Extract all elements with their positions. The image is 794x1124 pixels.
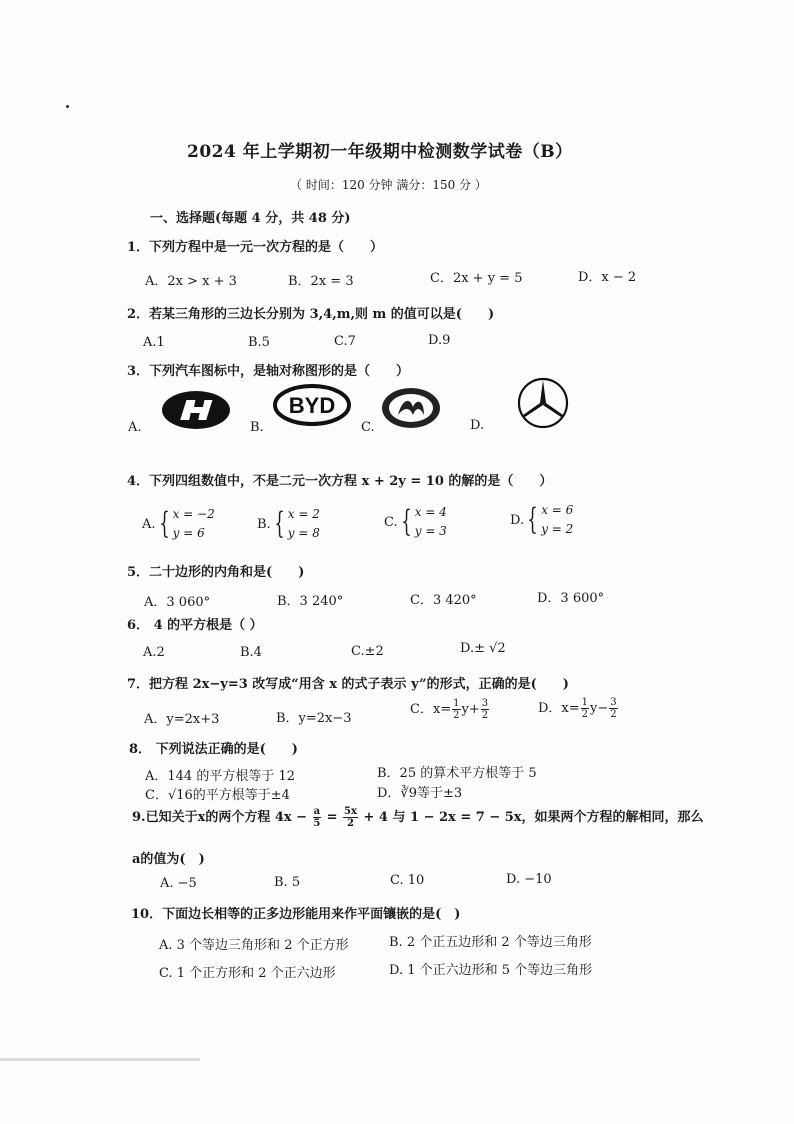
exam-time-info: （ 时间：120 分钟 满分：150 分 ） — [290, 178, 487, 192]
q2-option-b: B.5 — [248, 335, 270, 350]
page-title: 2024 年上学期初一年级期中检测数学试卷（B） — [187, 142, 573, 162]
q3-option-b-label: B. — [250, 420, 264, 435]
question-9-stem-line2: a的值为( ) — [132, 852, 205, 867]
q6-option-c: C.±2 — [351, 644, 384, 659]
q4d-row2: y = 2 — [541, 522, 574, 536]
question-7-stem: 7．把方程 2x−y=3 改写成“用含 x 的式子表示 y”的形式，正确的是( ) — [127, 677, 569, 692]
q9-option-c: C. 10 — [390, 873, 425, 888]
q5-option-d: D．3 600° — [537, 591, 605, 606]
scan-speck — [66, 105, 69, 108]
q5-option-b: B．3 240° — [277, 594, 344, 609]
dongfeng-logo-icon — [380, 385, 442, 435]
q4a-row1: x = −2 — [172, 507, 215, 521]
section-title: 一、选择题(每题 4 分，共 48 分) — [150, 211, 351, 226]
q4b-row1: x = 2 — [287, 507, 320, 521]
q7-option-b: B．y=2x−3 — [276, 711, 352, 726]
q8-option-d: D．∛9等于±3 — [377, 786, 463, 801]
q1-option-c: C．2x + y = 5 — [430, 271, 523, 286]
question-4-stem: 4．下列四组数值中，不是二元一次方程 x + 2y = 10 的解的是（ ） — [127, 474, 553, 489]
q3-option-c-label: C. — [361, 420, 375, 435]
q6-option-a: A.2 — [143, 645, 165, 660]
q9-option-b: B. 5 — [274, 875, 301, 890]
question-1-stem: 1．下列方程中是一元一次方程的是（ ） — [127, 240, 384, 255]
question-2-stem: 2．若某三角形的三边长分别为 3,4,m,则 m 的值可以是( ) — [127, 307, 495, 322]
q6-option-b: B.4 — [240, 645, 262, 660]
q1-option-a: A．2x > x + 3 — [145, 274, 237, 289]
byd-logo-text: BYD — [288, 393, 336, 418]
q4-option-d: D. { x = 6 y = 2 — [510, 502, 574, 537]
q2-option-d: D.9 — [428, 333, 451, 348]
question-8-stem: 8． 下列说法正确的是( ) — [129, 742, 298, 757]
q4c-row2: y = 3 — [414, 524, 447, 538]
q3-option-a-label: A. — [128, 420, 142, 435]
q7-option-d: D．x= $\frac{1}{2}$ y− $\frac{3}{2}$ — [538, 697, 617, 720]
q5-option-c: C．3 420° — [410, 593, 477, 608]
q10-option-a: A. 3 个等边三角形和 2 个正方形 — [159, 938, 349, 953]
q9-option-a: A. −5 — [160, 876, 197, 891]
q2-option-a: A.1 — [143, 335, 165, 350]
q4-option-b: B. { x = 2 y = 8 — [257, 506, 320, 541]
q7-option-a: A．y=2x+3 — [144, 712, 220, 727]
q6-option-d: D.± √2 — [460, 641, 506, 656]
question-5-stem: 5．二十边形的内角和是( ) — [127, 565, 305, 580]
q10-option-b: B. 2 个正五边形和 2 个等边三角形 — [389, 935, 592, 950]
q5-option-a: A．3 060° — [144, 595, 211, 610]
scan-edge-shadow — [0, 1058, 200, 1061]
q10-option-c: C. 1 个正方形和 2 个正六边形 — [159, 966, 336, 981]
q4d-row1: x = 6 — [541, 503, 574, 517]
q8-option-b: B．25 的算术平方根等于 5 — [377, 766, 537, 781]
q1-option-d: D．x − 2 — [578, 270, 637, 285]
mercedes-logo-icon — [515, 375, 571, 435]
q7-option-c: C．x= $\frac{1}{2}$ y+ $\frac{3}{2}$ — [410, 698, 489, 721]
question-6-stem: 6． 4 的平方根是（ ） — [127, 618, 263, 633]
q8-option-c: C．√16的平方根等于±4 — [145, 788, 290, 803]
q4-option-a: A. { x = −2 y = 6 — [142, 506, 215, 541]
hyundai-logo-icon — [160, 388, 232, 436]
q1-option-b: B．2x = 3 — [288, 274, 354, 289]
q8-option-a: A．144 的平方根等于 12 — [145, 769, 296, 784]
question-10-stem: 10．下面边长相等的正多边形能用来作平面镶嵌的是( ) — [131, 907, 461, 922]
q10-option-d: D. 1 个正六边形和 5 个等边三角形 — [389, 963, 593, 978]
q4c-row1: x = 4 — [414, 505, 447, 519]
q4-option-c: C. { x = 4 y = 3 — [384, 504, 447, 539]
q3-option-d-label: D. — [470, 418, 485, 433]
question-3-stem: 3．下列汽车图标中，是轴对称图形的是（ ） — [127, 364, 410, 379]
q4a-row2: y = 6 — [172, 526, 205, 540]
q9-option-d: D. −10 — [506, 872, 552, 887]
q4b-row2: y = 8 — [287, 526, 320, 540]
byd-logo-icon — [272, 383, 352, 431]
question-9-stem: 9.已知关于x的两个方程 4x − $\frac{a}{5}$ = $\frac{5x}{2}$ + 4 与 1 − 2x = 7 − 5x，如果两个方程的解相同，那么 — [132, 806, 704, 829]
q2-option-c: C.7 — [334, 334, 356, 349]
